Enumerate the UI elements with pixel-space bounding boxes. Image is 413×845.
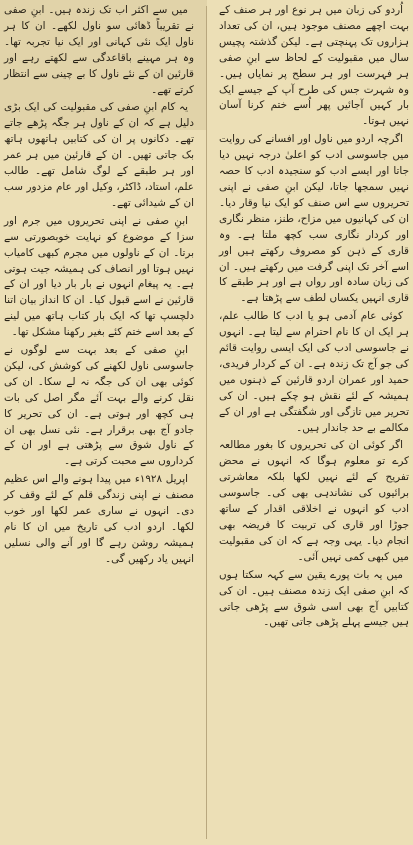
paragraph: اگر کوئی ان کی تحریروں کا بغور مطالعہ کرے تو معلوم ہوگا کہ انہوں نے محض تفریح کے لئے نہیں لکھا بلکہ معاشرتی برائیوں کی نشاندہی بھی کی۔ جاسوسی ادب کو انہوں نے اخلاقی اقدار کے ساتھ جوڑا اور قاری کی تربیت کا فریضہ بھی انجام دیا۔ یہی وجہ ہے کہ ان کی مقبولیت میں کبھی کمی نہیں آئی۔ <box>219 439 409 563</box>
paragraph: کوئی عام آدمی ہو یا ادب کا طالب علم، ہر ایک ان کا نام احترام سے لیتا ہے۔ انہوں نے جاسوسی ادب کی ایک ایسی روایت قائم کی جو آج تک زندہ ہے۔ ان کے کردار فریدی، حمید اور عمران اردو قارئین کے ذہنوں میں ہمیشہ کے لئے نقش ہو چکے ہیں۔ ان کی تحریر میں تازگی اور شگفتگی ہے اور ان کے مکالمے بے حد جاندار ہیں۔ <box>219 310 409 434</box>
column-divider <box>206 6 207 839</box>
paragraph: میں سے اکثر اب تک زندہ ہیں۔ ابنِ صفی نے تقریباً ڈھائی سو ناول لکھے۔ ان کا ہر ناول ایک نئی کہانی اور ایک نیا تجربہ تھا۔ وہ ہر مہینے باقاعدگی سے لکھتے رہے اور قارئین ان کے نئے ناول کا بے چینی سے انتظار کرتے تھے۔ <box>4 4 194 96</box>
paragraph: یہ کام ابنِ صفی کی مقبولیت کی ایک بڑی دلیل ہے کہ ان کے ناول ہر جگہ پڑھے جاتے تھے۔ دکانوں پر ان کی کتابیں ہاتھوں ہاتھ بک جاتی تھیں۔ ان کے قارئین میں ہر عمر اور ہر طبقے کے لوگ شامل تھے۔ طالب علم، استاد، ڈاکٹر، وکیل اور عام مزدور سب ان کے شیدائی تھے۔ <box>4 101 194 209</box>
paragraph: اُردو کی زبان میں ہر نوع اور ہر صنف کے بہت اچھے مصنف موجود ہیں، ان کی تعداد ہزاروں تک پہنچتی ہے۔ لیکن گذشتہ پچیس سال میں مقبولیت کے لحاظ سے ابنِ صفی ہر فہرست اور ہر سطح پر نمایاں ہیں۔ وہ شہرت جس کی طرح آپ کے جیسے ایک بار کہیں آجائیں پھر اُسے ختم کرنا آسان نہیں ہوتا۔ <box>219 4 409 128</box>
left-column <box>0 0 198 845</box>
paragraph: اپریل ۱۹۲۸ء میں پیدا ہونے والے اس عظیم مصنف نے اپنی زندگی قلم کے لئے وقف کر دی۔ انہوں نے ساری عمر لکھا اور خوب لکھا۔ اردو ادب کی تاریخ میں ان کا نام ہمیشہ روشن رہے گا اور آنے والی نسلیں انہیں یاد رکھیں گی۔ <box>4 473 194 565</box>
right-column <box>215 0 413 845</box>
paragraph: ابنِ صفی کے بعد بہت سے لوگوں نے جاسوسی ناول لکھنے کی کوشش کی، لیکن کوئی بھی ان کی جگہ نہ لے سکا۔ ان کی نقل کرنے والے بہت آئے مگر اصل کی بات ہی کچھ اور ہوتی ہے۔ ان کی تحریر کا جادو آج بھی برقرار ہے۔ نئی نسل بھی ان کے ناول شوق سے پڑھتی ہے اور ان کے کرداروں سے محبت کرتی ہے۔ <box>4 344 194 468</box>
paragraph: میں یہ بات پورے یقین سے کہہ سکتا ہوں کہ ابنِ صفی ایک زندہ مصنف ہیں۔ ان کی کتابیں آج بھی اسی شوق سے پڑھی جاتی ہیں جیسے پہلے پڑھی جاتی تھیں۔ <box>219 568 409 629</box>
paragraph: ابنِ صفی نے اپنی تحریروں میں جرم اور سزا کے موضوع کو نہایت خوبصورتی سے برتا۔ ان کے ناولوں میں مجرم کبھی کامیاب نہیں ہوتا اور انصاف کی ہمیشہ جیت ہوتی ہے۔ یہ پیغام انہوں نے بار بار دیا اور ان کے قارئین نے اسے قبول کیا۔ ان کا انداز بیان اتنا دلچسپ تھا کہ ایک بار کتاب ہاتھ میں لینے کے بعد اسے ختم کئے بغیر رکھنا مشکل تھا۔ <box>4 214 194 339</box>
paragraph: اگرچہ اردو میں ناول اور افسانے کی روایت میں جاسوسی ادب کو اعلیٰ درجہ نہیں دیا جاتا اور ایسے ادب کو سنجیدہ ادب کا حصہ نہیں سمجھا جاتا، لیکن ابنِ صفی نے اپنی تحریروں سے اس صنف کو ایک نیا وقار دیا۔ ان کی کہانیوں میں مزاح، طنز، منظر نگاری اور کردار نگاری سب کچھ ملتا ہے۔ وہ قاری کے ذہن کو مصروف رکھتے ہیں اور اسے آخر تک اپنی گرفت میں رکھتے ہیں۔ ان کی زبان سادہ اور رواں ہے اور ہر طبقے کا قاری انہیں یکساں لطف سے پڑھتا ہے۔ <box>219 133 409 305</box>
